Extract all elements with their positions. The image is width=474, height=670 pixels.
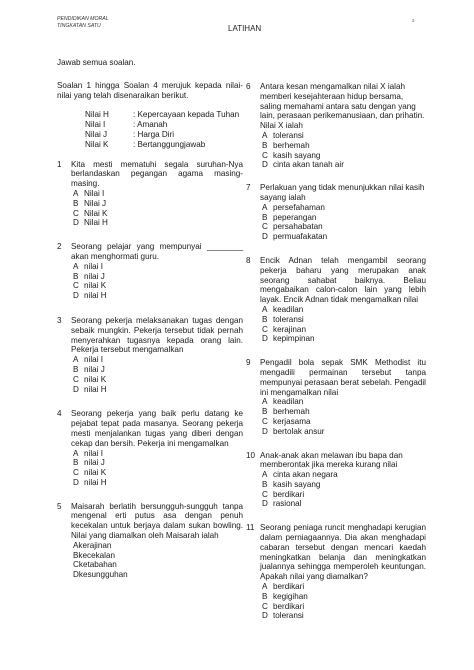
- option-d: D kepimpinan: [262, 334, 315, 344]
- option-c: C persahabatan: [262, 222, 323, 232]
- option-a: A berdikari: [262, 582, 305, 592]
- question-number: 5: [57, 501, 62, 511]
- option-d: D nilai H: [73, 384, 107, 394]
- option-a: A persefahaman: [262, 202, 325, 212]
- question-text: Maisarah berlatih bersungguh-sungguh tanpa mengenal erti putus asa dengan penuh kecekalan untuk berjaya dalam sukan bowling. Nilai yang diamalkan oleh Maisarah ialah: [71, 501, 243, 541]
- value-row: [85, 110, 243, 120]
- question-4: [57, 409, 243, 487]
- option-b: Bkecekalan: [73, 550, 116, 560]
- option-d: D rasional: [262, 499, 302, 509]
- question-text: Seorang pekerja melaksanakan tugas dengan sebaik mungkin. Pekerja tersebut tidak pernah menyerahkan tugasnya kepada orang lain. Pekerja tersebut mengamalkan: [71, 315, 243, 355]
- option-c: C Nilai K: [73, 208, 108, 218]
- options: [262, 582, 426, 621]
- options: [262, 203, 426, 242]
- question-text: Perlakuan yang tidak menunjukkan nilai kasih sayang ialah: [260, 183, 425, 202]
- page-number: 2: [412, 18, 415, 23]
- option-a: A nilai I: [73, 261, 103, 271]
- value-key: Nilai I: [85, 120, 106, 130]
- subject-line-2: TINGKATAN SATU: [57, 22, 101, 29]
- option-d: D cinta akan tanah air: [262, 160, 344, 170]
- question-number: 7: [246, 183, 251, 193]
- option-a: Akerajinan: [73, 540, 112, 550]
- option-b: B nilai J: [73, 458, 105, 468]
- option-d: Dkesungguhan: [73, 570, 128, 580]
- instruction: Jawab semua soalan.: [57, 58, 136, 67]
- option-a: A keadilan: [262, 397, 304, 407]
- option-b: B kasih sayang: [262, 479, 321, 489]
- question-number: 9: [246, 358, 251, 368]
- question-text: Encik Adnan telah mengambil seorang pekerja baharu yang merupakan anak seorang sahabat baiknya. Beliau mengabaikan calon-calon lain yang lebih layak. Encik Adnan tidak mengamalkan nilai: [260, 255, 426, 305]
- question-11: [246, 523, 426, 621]
- values-list: [85, 110, 243, 149]
- question-5: [57, 502, 243, 580]
- options: [73, 262, 243, 301]
- value-desc: : Bertanggungjawab: [133, 139, 206, 149]
- question-text: Antara kesan mengamalkan nilai X ialah memberi kesejahteraan hidup bersama, saling memahami antara satu dengan yang lain, perasaan perikemanusiaan, dan prihatin. Nilai X ialah: [260, 82, 425, 131]
- option-a: A cinta akan negara: [262, 470, 338, 480]
- option-b: B kegigihan: [262, 591, 308, 601]
- question-2: [57, 242, 243, 301]
- options: [73, 541, 243, 580]
- question-number: 8: [246, 255, 251, 265]
- question-number: 3: [57, 315, 62, 325]
- option-d: D nilai H: [73, 291, 107, 301]
- question-number: 1: [57, 159, 62, 169]
- right-column: [246, 82, 426, 621]
- option-c: C nilai K: [73, 468, 107, 478]
- option-d: D toleransi: [262, 611, 304, 621]
- option-a: A Nilai I: [73, 188, 105, 198]
- option-c: C kerjasama: [262, 416, 311, 426]
- value-key: Nilai J: [85, 129, 108, 139]
- option-b: B nilai J: [73, 364, 105, 374]
- option-b: B berhemah: [262, 407, 310, 417]
- question-1: [57, 160, 243, 229]
- question-8: [246, 256, 426, 344]
- value-desc: : Amanah: [133, 120, 168, 130]
- options: [262, 470, 426, 509]
- option-d: D nilai H: [73, 477, 107, 487]
- question-6: [246, 82, 426, 170]
- question-number: 6: [246, 82, 251, 91]
- question-text: Anak-anak akan melawan ibu bapa dan memberontak jika mereka kurang nilai: [260, 450, 403, 470]
- option-b: B berhemah: [262, 140, 310, 150]
- question-7: [246, 183, 426, 242]
- question-text: Seorang pelajar yang mempunyai ________ akan menghormati guru.: [71, 242, 243, 261]
- option-a: A toleransi: [262, 130, 304, 140]
- value-desc: : Harga Diri: [133, 129, 175, 139]
- options: [73, 189, 243, 228]
- option-b: B peperangan: [262, 212, 317, 222]
- option-c: C kasih sayang: [262, 150, 321, 160]
- option-c: C berdikari: [262, 601, 305, 611]
- value-row: [85, 130, 243, 140]
- option-a: A keadilan: [262, 304, 304, 314]
- options: [73, 449, 243, 488]
- option-a: A nilai I: [73, 355, 103, 365]
- options: [262, 397, 426, 436]
- question-number: 2: [57, 242, 62, 252]
- option-c: C nilai K: [73, 281, 107, 291]
- left-column: [57, 58, 243, 580]
- options: [73, 355, 243, 394]
- question-text: Seorang pekerja yang baik perlu datang ke pejabat tepat pada masanya. Seorang pekerja mesti menjalankan tugas yang diberi dengan cekap dan bersih. Pekerja ini mengamalkan: [71, 409, 243, 448]
- question-text: Kita mesti mematuhi segala suruhan-Nya berlandaskan pegangan agama masing-masing.: [71, 159, 243, 189]
- option-d: D Nilai H: [73, 218, 108, 228]
- page-title: LATIHAN: [228, 24, 262, 33]
- option-b: B toleransi: [262, 314, 304, 324]
- question-number: 4: [57, 409, 62, 419]
- option-b: B nilai J: [73, 271, 105, 281]
- subject-header: [57, 16, 109, 29]
- question-number: 11: [246, 523, 255, 533]
- options: [262, 305, 426, 344]
- value-row: [85, 120, 243, 130]
- value-desc: : Kepercayaan kepada Tuhan: [133, 110, 240, 120]
- question-3: [57, 316, 243, 394]
- value-row: [85, 140, 243, 150]
- question-text: Pengadil bola sepak SMK Methodist itu mengadili permainan tersebut tanpa mempunyai perasaan berat sebelah. Pengadil ini mengamalkan nilai: [260, 358, 426, 397]
- option-c: C berdikari: [262, 489, 305, 499]
- option-c: Cketabahan: [73, 560, 117, 570]
- question-9: [246, 358, 426, 436]
- options: [262, 131, 426, 170]
- option-d: D bertolak ansur: [262, 426, 325, 436]
- option-b: B Nilai J: [73, 198, 107, 208]
- value-key: Nilai H: [85, 110, 109, 120]
- value-key: Nilai K: [85, 139, 109, 149]
- question-10: [246, 451, 426, 510]
- option-a: A nilai I: [73, 448, 103, 458]
- subject-line-1: PENDIDIKAN MORAL: [57, 16, 109, 22]
- option-c: C kerajinan: [262, 324, 306, 334]
- question-text: Seorang peniaga runcit menghadapi kerugian dalam perniagaannya. Dia akan menghadapi cabaran tersebut dengan mencari kaedah meningkatkan belanja dan meningkatkan jualannya sehingga memperoleh keuntungan. Apakah nilai yang diamalkan?: [260, 523, 426, 582]
- intro-text: Soalan 1 hingga Soalan 4 merujuk kepada nilai-nilai yang telah disenaraikan berikut.: [57, 80, 243, 100]
- option-d: D permuafakatan: [262, 232, 328, 242]
- question-number: 10: [246, 450, 256, 460]
- option-c: C nilai K: [73, 374, 107, 384]
